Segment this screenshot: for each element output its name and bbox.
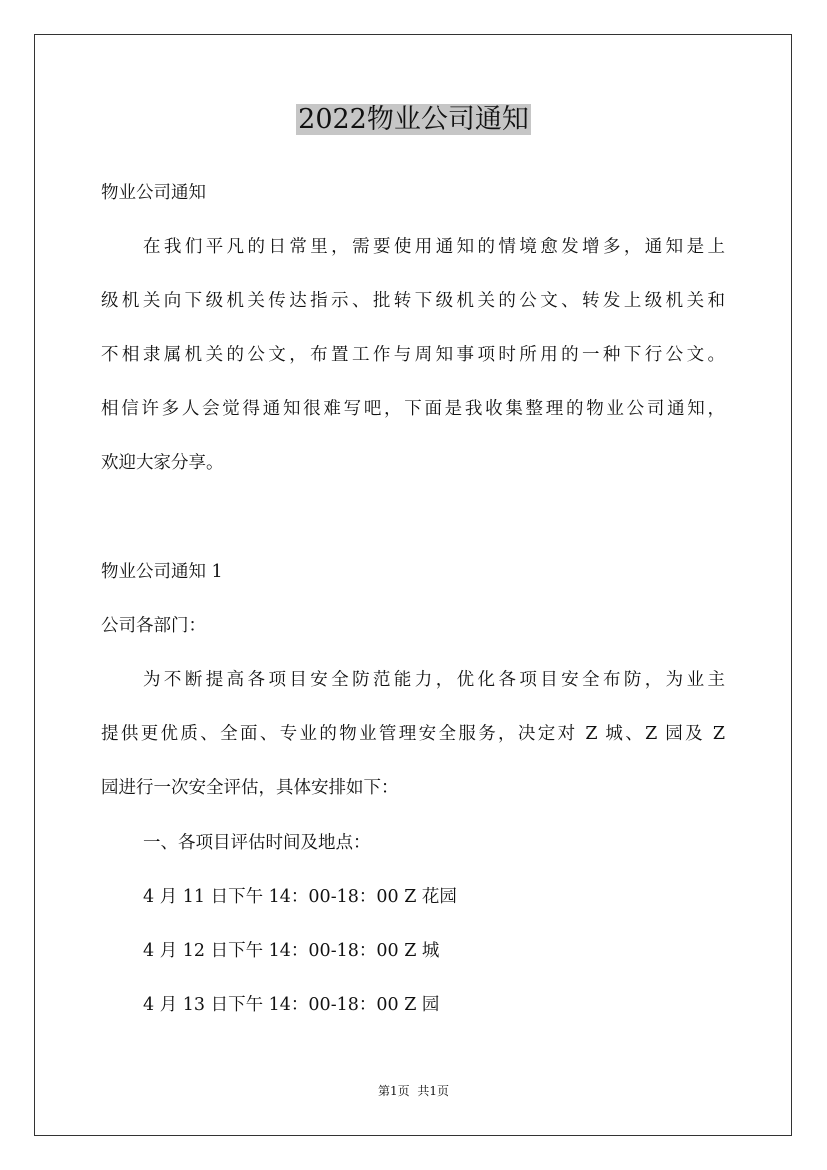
paragraph-line: 级机关向下级机关传达指示、批转下级机关的公文、转发上级机关和 (101, 291, 725, 311)
list-heading: 一、各项目评估时间及地点： (143, 833, 371, 853)
paragraph-line: 不相隶属机关的公文，布置工作与周知事项时所用的一种下行公文。 (101, 345, 725, 365)
schedule-item: 4 月 12 日下午 14：00-18：00 Z 城 (143, 941, 440, 961)
document-title-text: 2022物业公司通知 (298, 104, 529, 135)
paragraph-line: 在我们平凡的日常里，需要使用通知的情境愈发增多，通知是上 (143, 237, 725, 257)
page-total: 共1页 (417, 1084, 450, 1098)
section-heading: 物业公司通知 (101, 183, 206, 203)
document-title (0, 100, 827, 140)
paragraph-line: 欢迎大家分享。 (101, 453, 224, 473)
salutation: 公司各部门： (101, 616, 206, 636)
paragraph-line: 园进行一次安全评估，具体安排如下： (101, 778, 399, 798)
paragraph-line: 为不断提高各项目安全防范能力，优化各项目安全布防，为业主 (143, 670, 725, 690)
schedule-item: 4 月 11 日下午 14：00-18：00 Z 花园 (143, 887, 457, 907)
paragraph-line: 相信许多人会觉得通知很难写吧，下面是我收集整理的物业公司通知， (101, 399, 725, 419)
page-number: 第1页 (377, 1084, 410, 1098)
page-footer (0, 1083, 827, 1099)
schedule-item: 4 月 13 日下午 14：00-18：00 Z 园 (143, 995, 440, 1015)
section-heading: 物业公司通知 1 (101, 562, 223, 582)
paragraph-line: 提供更优质、全面、专业的物业管理安全服务，决定对 Z 城、Z 园及 Z (101, 724, 725, 744)
